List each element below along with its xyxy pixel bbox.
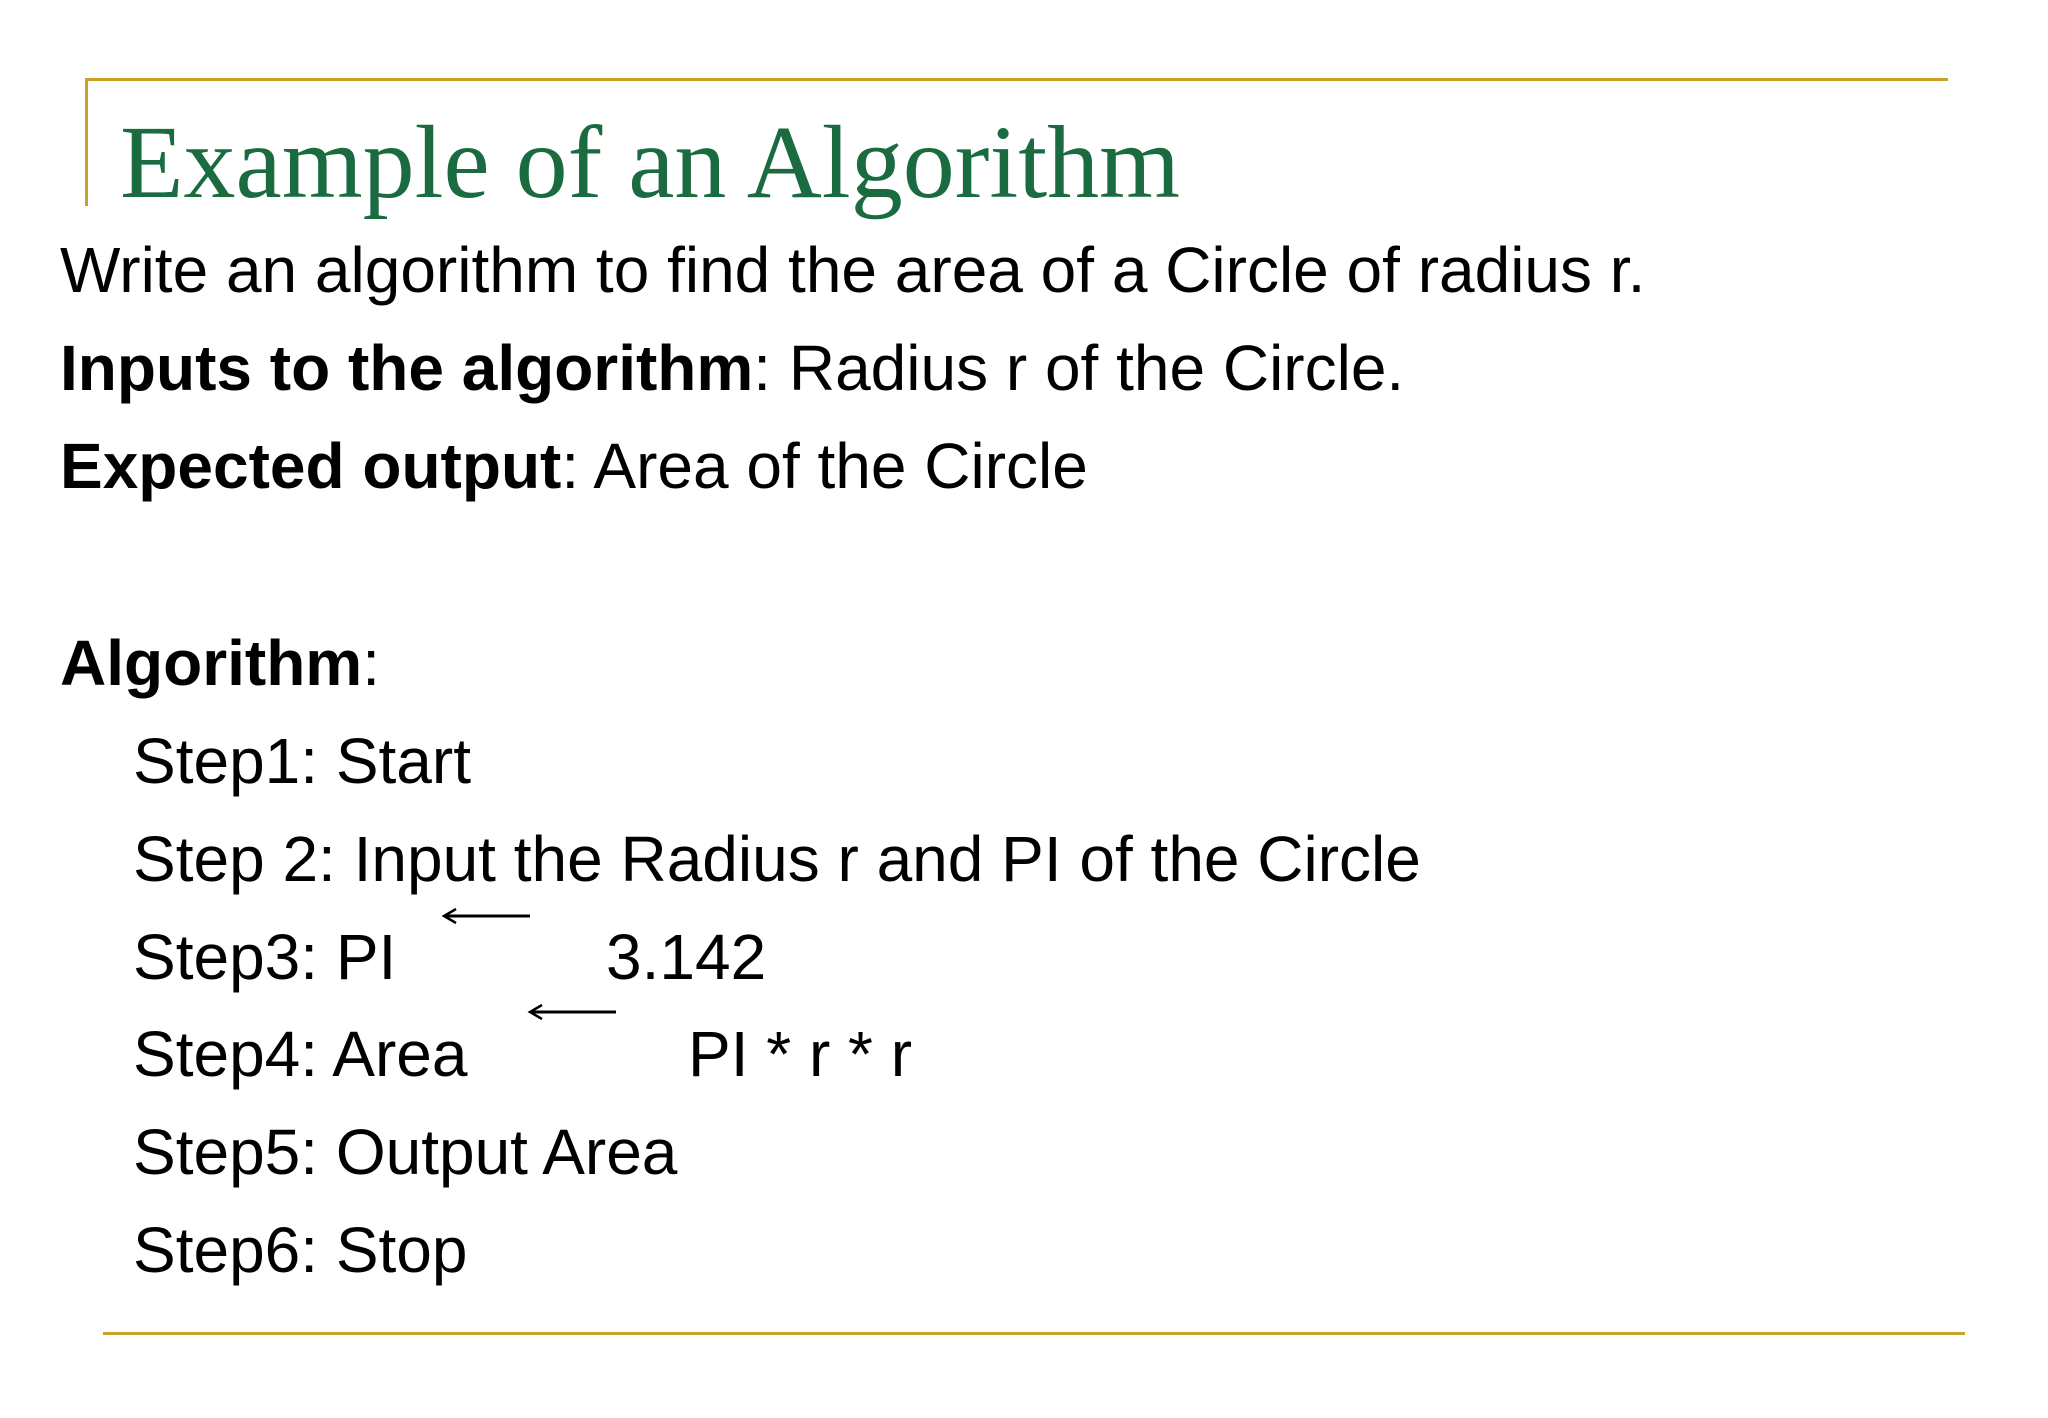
- inputs-value: : Radius r of the Circle.: [753, 332, 1405, 404]
- output-label: Expected output: [60, 430, 562, 502]
- left-arrow-icon: [440, 906, 532, 926]
- output-value: : Area of the Circle: [561, 430, 1088, 502]
- problem-statement: Write an algorithm to find the area of a Circle of radius r.: [60, 234, 1646, 306]
- step-2: Step 2: Input the Radius r and PI of the Circle: [133, 823, 1421, 895]
- step-1: Step1: Start: [133, 725, 471, 797]
- algorithm-label: Algorithm: [60, 627, 363, 699]
- frame-bottom-rule: [103, 1332, 1965, 1335]
- output-line: [60, 430, 1088, 502]
- frame-left-rule: [85, 78, 88, 206]
- step-3-rhs: 3.142: [606, 921, 767, 993]
- step-6: Step6: Stop: [133, 1214, 468, 1286]
- step-5: Step5: Output Area: [133, 1116, 678, 1188]
- step-3-lhs: Step3: PI: [133, 921, 397, 993]
- step-4-rhs: PI * r * r: [688, 1018, 913, 1090]
- algorithm-heading: [60, 627, 380, 699]
- frame-top-rule: [85, 78, 1948, 81]
- inputs-label: Inputs to the algorithm: [60, 332, 754, 404]
- step-4-lhs: Step4: Area: [133, 1018, 468, 1090]
- slide-title: Example of an Algorithm: [120, 105, 1181, 220]
- algorithm-suffix: :: [362, 627, 380, 699]
- left-arrow-icon: [526, 1002, 618, 1022]
- inputs-line: [60, 332, 1404, 404]
